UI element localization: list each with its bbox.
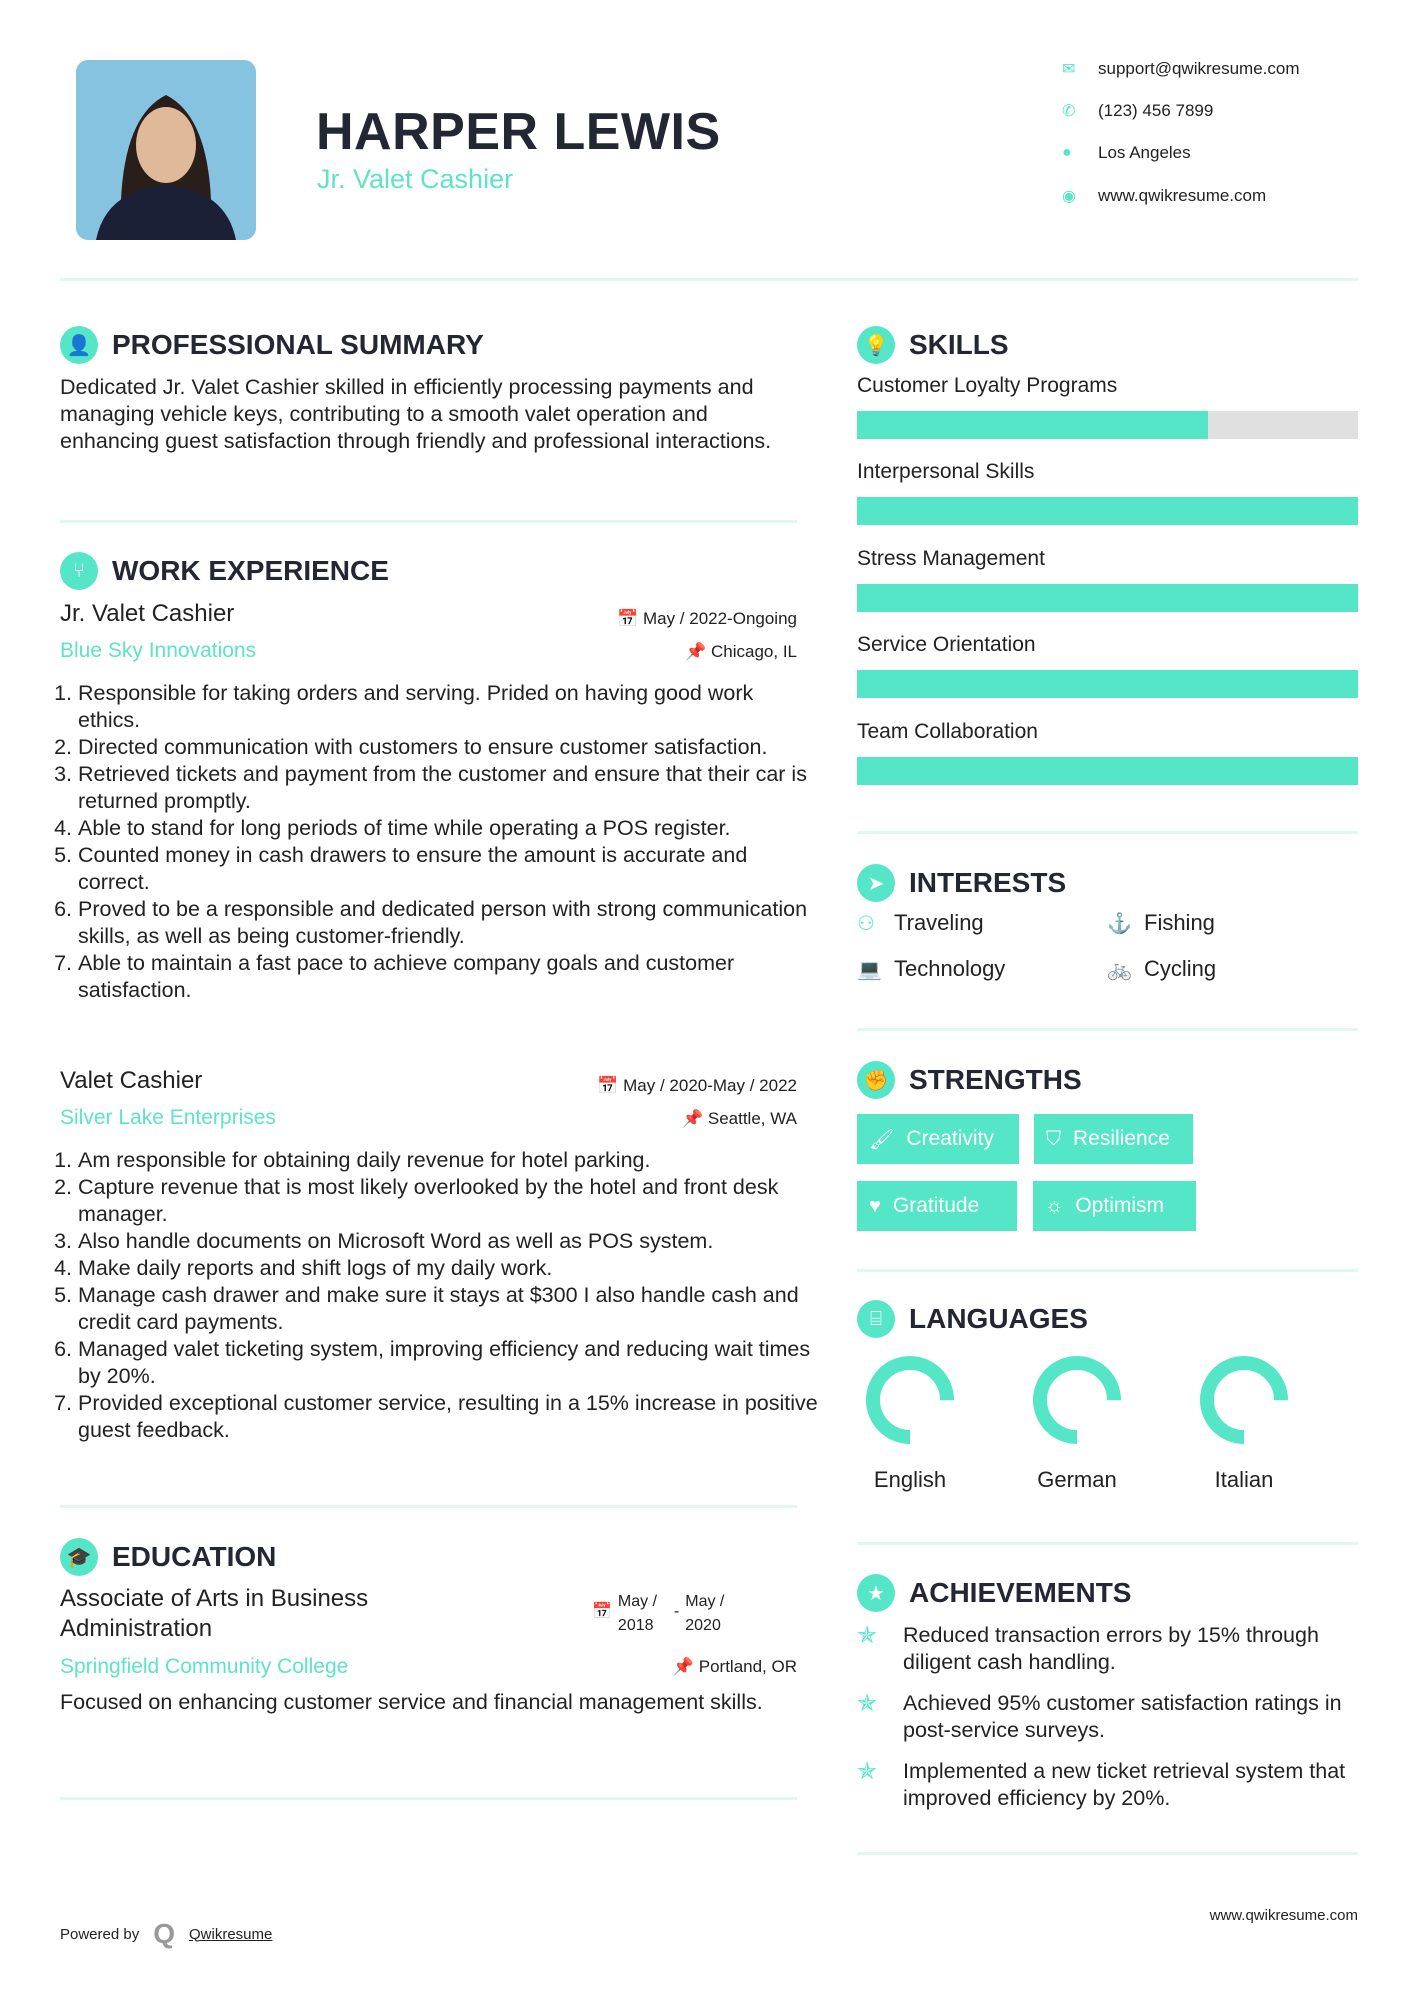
divider	[857, 1852, 1358, 1855]
skill-name: Service Orientation	[857, 633, 1036, 657]
section-heading-education	[60, 1537, 276, 1577]
duty-item: 1. Responsible for taking orders and serving. Prided on having good work ethics.	[78, 680, 818, 734]
duty-item: 3. Also handle documents on Microsoft Word as well as POS system.	[78, 1228, 818, 1255]
achievements-list	[857, 1622, 1358, 1826]
skill-name: Customer Loyalty Programs	[857, 374, 1118, 397]
summary-text: Dedicated Jr. Valet Cashier skilled in efficiently processing payments and managing vehicle keys, contributing to a smooth valet operation and enhancing guest satisfaction through friendly and professional interactions.	[60, 375, 772, 453]
strength-chip	[1033, 1181, 1196, 1231]
heading-text: LANGUAGES	[909, 1303, 1088, 1334]
heading-text: EDUCATION	[112, 1541, 277, 1572]
heading-text: INTERESTS	[909, 867, 1067, 898]
translate-icon: ⌸	[857, 1300, 895, 1338]
achievement-text: Achieved 95% customer satisfaction ratings in post-service surveys.	[903, 1691, 1342, 1742]
calendar-icon: 📅	[592, 1603, 612, 1620]
education-location	[560, 1657, 797, 1677]
strength-chip	[857, 1181, 1017, 1231]
skill-name: Interpersonal Skills	[857, 460, 1035, 484]
interest-label: Cycling	[1144, 956, 1217, 981]
contact-location	[1062, 141, 1191, 165]
graduation-icon: 🎓	[60, 1538, 98, 1576]
map-pin-icon: ●	[1062, 144, 1072, 161]
pin-icon: 📌	[681, 1109, 708, 1128]
candidate-name: HARPER LEWIS	[316, 103, 721, 161]
duty-item: 7. Able to maintain a fast pace to achieve company goals and customer satisfaction.	[78, 950, 818, 1004]
skills-list	[857, 374, 1358, 806]
divider	[60, 520, 797, 523]
skill-item	[857, 633, 1358, 719]
company-name: Blue Sky Innovations	[60, 639, 257, 662]
binoculars-icon: ⚇	[857, 912, 875, 935]
duty-item: 3. Retrieved tickets and payment from the customer and ensure that their car is returned promptly.	[78, 761, 818, 815]
strength-chip	[1034, 1114, 1193, 1164]
divider	[60, 1505, 797, 1508]
duty-item: 2. Capture revenue that is most likely overlooked by the hotel and front desk manager.	[78, 1174, 818, 1228]
language-ring	[1179, 1352, 1309, 1452]
contact-phone	[1062, 99, 1213, 123]
divider	[857, 831, 1358, 834]
divider	[857, 1269, 1358, 1272]
location-text: Seattle, WA	[707, 1109, 797, 1128]
interest-item	[1107, 956, 1216, 982]
divider	[857, 1542, 1358, 1545]
achievement-item	[857, 1690, 1358, 1758]
divider	[60, 1797, 797, 1800]
powered-by-text: Powered by	[60, 1925, 140, 1943]
start-date: May / 2018	[617, 1593, 658, 1634]
language-name: German	[1037, 1467, 1117, 1492]
interest-label: Traveling	[894, 910, 984, 935]
envelope-icon: ✉	[1062, 61, 1076, 78]
strength-chip	[857, 1114, 1019, 1164]
section-heading-strengths	[857, 1060, 1082, 1100]
heading-text: ACHIEVEMENTS	[909, 1577, 1132, 1608]
skill-bar-fill	[857, 411, 1208, 439]
globe-icon: ◉	[1062, 188, 1076, 205]
language-ring	[845, 1352, 975, 1452]
star-icon: ✯	[857, 1622, 878, 1649]
achievement-text: Implemented a new ticket retrieval system that improved efficiency by 20%.	[903, 1759, 1346, 1810]
skill-bar-fill	[857, 670, 1358, 698]
duty-item: 6. Managed valet ticketing system, improving efficiency and reducing wait times by 20%.	[78, 1336, 818, 1390]
contact-text: www.qwikresume.com	[1098, 186, 1267, 205]
skill-bar	[857, 757, 1358, 785]
skill-bar-fill	[857, 584, 1358, 612]
divider	[60, 278, 1358, 281]
job-title: Valet Cashier	[60, 1067, 203, 1094]
education-dates	[592, 1590, 735, 1638]
contact-text: (123) 456 7899	[1098, 101, 1214, 120]
pin-icon: 📌	[685, 642, 711, 661]
footer-powered-by	[60, 1918, 272, 1950]
language-name: Italian	[1214, 1467, 1274, 1492]
duty-item: 5. Manage cash drawer and make sure it stays at $300 I also handle cash and credit card payments.	[78, 1282, 818, 1336]
degree: Associate of Arts in Business Administration	[60, 1585, 369, 1642]
profile-photo	[76, 60, 256, 240]
star-icon: ✯	[857, 1690, 878, 1717]
achievement-item	[857, 1758, 1358, 1826]
skill-name: Team Collaboration	[857, 719, 1038, 743]
contact-website[interactable]	[1062, 184, 1266, 208]
date-separator: -	[673, 1603, 680, 1620]
strength-label: Gratitude	[892, 1194, 980, 1217]
bicycle-icon: 🚲	[1107, 958, 1132, 981]
interest-item	[857, 910, 984, 936]
section-heading-experience	[60, 551, 389, 591]
school-name: Springfield Community College	[60, 1655, 349, 1678]
interest-label: Fishing	[1144, 910, 1215, 935]
language-item	[1179, 1352, 1309, 1493]
duty-item: 5. Counted money in cash drawers to ensure the amount is accurate and correct.	[78, 842, 818, 896]
heading-text: WORK EXPERIENCE	[112, 555, 389, 586]
language-item	[845, 1352, 975, 1493]
interest-item	[1107, 910, 1215, 936]
star-badge-icon: ★	[857, 1574, 895, 1612]
language-name: English	[873, 1467, 947, 1492]
skill-item	[857, 547, 1358, 633]
paintbrush-icon: 🖌	[869, 1128, 895, 1151]
lightbulb-icon: 💡	[857, 326, 895, 364]
user-icon: 👤	[60, 326, 98, 364]
location-text: Chicago, IL	[711, 642, 797, 661]
skill-bar	[857, 497, 1358, 525]
date-text: May / 2022-Ongoing	[642, 609, 797, 628]
heading-text: SKILLS	[909, 329, 1009, 360]
qwikresume-logo-icon: Q	[153, 1918, 175, 1949]
heading-text: STRENGTHS	[909, 1064, 1082, 1095]
duty-item: 6. Proved to be a responsible and dedicated person with strong communication skills, as well as being customer-friendly.	[78, 896, 818, 950]
skill-bar	[857, 584, 1358, 612]
duty-item: 4. Able to stand for long periods of time while operating a POS register.	[78, 815, 818, 842]
achievement-text: Reduced transaction errors by 15% through diligent cash handling.	[903, 1623, 1319, 1674]
section-heading-interests	[857, 863, 1066, 903]
duty-item: 1. Am responsible for obtaining daily revenue for hotel parking.	[78, 1147, 818, 1174]
job-date	[540, 1076, 797, 1096]
phone-icon: ✆	[1062, 103, 1076, 120]
skill-bar	[857, 670, 1358, 698]
heart-icon: ♥	[869, 1194, 881, 1217]
contact-text: Los Angeles	[1098, 143, 1191, 162]
candidate-title: Jr. Valet Cashier	[317, 164, 514, 194]
strength-label: Creativity	[906, 1127, 994, 1150]
qwikresume-link[interactable]: Qwikresume	[189, 1925, 273, 1943]
skill-bar-fill	[857, 757, 1358, 785]
language-ring	[1012, 1352, 1142, 1452]
laptop-icon: 💻	[857, 958, 882, 981]
anchor-icon: ⚓	[1107, 912, 1132, 935]
skill-bar	[857, 411, 1358, 439]
job-duties-list	[60, 1147, 818, 1444]
location-text: Portland, OR	[698, 1657, 797, 1676]
end-date: May / 2020	[685, 1593, 725, 1634]
paper-plane-icon: ➤	[857, 864, 895, 902]
skill-bar-fill	[857, 497, 1358, 525]
pin-icon: 📌	[672, 1657, 699, 1676]
heading-text: PROFESSIONAL SUMMARY	[112, 329, 484, 360]
section-heading-skills	[857, 325, 1009, 365]
job-date	[560, 609, 797, 629]
contact-text: support@qwikresume.com	[1098, 59, 1300, 78]
shield-icon: ⛉	[1046, 1127, 1061, 1150]
section-heading-summary	[60, 325, 484, 365]
job-title: Jr. Valet Cashier	[60, 600, 235, 627]
divider	[857, 1028, 1358, 1031]
education-description: Focused on enhancing customer service and financial management skills.	[60, 1690, 763, 1714]
job-location	[560, 1109, 797, 1129]
section-heading-languages	[857, 1299, 1088, 1339]
skill-item	[857, 720, 1358, 806]
section-heading-achievements	[857, 1573, 1131, 1613]
strength-label: Resilience	[1073, 1127, 1170, 1150]
sun-icon: ☼	[1045, 1194, 1064, 1217]
duty-item: 2. Directed communication with customers to ensure customer satisfaction.	[78, 734, 818, 761]
interest-item	[857, 956, 1005, 982]
date-text: May / 2020-May / 2022	[623, 1076, 797, 1095]
duty-item: 4. Make daily reports and shift logs of my daily work.	[78, 1255, 818, 1282]
chair-icon: ⑂	[60, 552, 98, 590]
skill-item	[857, 460, 1358, 546]
calendar-icon: 📅	[597, 1076, 624, 1095]
star-icon: ✯	[857, 1758, 878, 1785]
calendar-icon: 📅	[617, 609, 643, 628]
achievement-item	[857, 1622, 1358, 1690]
footer-website[interactable]: www.qwikresume.com	[1209, 1907, 1358, 1924]
skill-item	[857, 374, 1358, 460]
job-duties-list	[60, 680, 818, 1004]
strength-label: Optimism	[1075, 1194, 1165, 1217]
interest-label: Technology	[894, 956, 1006, 981]
fist-icon: ✊	[857, 1061, 895, 1099]
contact-email[interactable]	[1062, 57, 1300, 81]
company-name: Silver Lake Enterprises	[60, 1106, 276, 1129]
language-item	[1012, 1352, 1142, 1493]
skill-name: Stress Management	[857, 546, 1045, 570]
duty-item: 7. Provided exceptional customer service, resulting in a 15% increase in positive guest feedback.	[78, 1390, 818, 1444]
job-location	[560, 642, 797, 662]
